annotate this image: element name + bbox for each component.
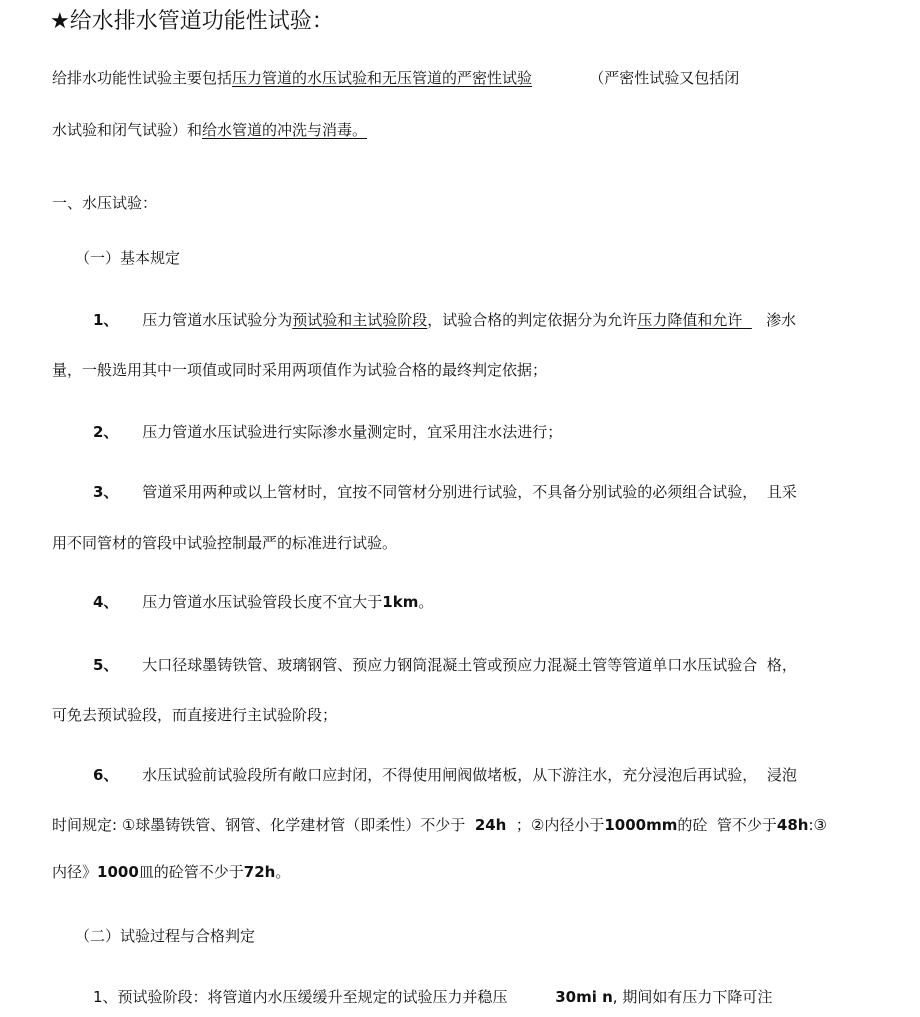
text-line (52, 193, 157, 213)
text-segment: 用不同管材的管段中试验控制最严的标准进行试验。 (52, 534, 398, 552)
text-segment: 压力管道水压试验分为 (118, 311, 293, 329)
text-segment: 。 (418, 593, 434, 611)
text-segment: :③ (808, 816, 827, 834)
text-line (52, 360, 547, 380)
text-segment: 皿的砼管不少于 (138, 863, 244, 881)
text-line (93, 310, 796, 330)
text-line (52, 68, 739, 88)
underlined-text: 给水管道的冲洗与消毒。 (202, 121, 368, 139)
text-segment: 。 (275, 863, 291, 881)
text-segment: 1、 (93, 311, 119, 329)
text-segment: 72h (243, 863, 276, 881)
text-segment: 4、 (93, 593, 119, 611)
text-segment: 1000mm (604, 816, 678, 834)
text-segment: 1、预试验阶段：将管道内水压缓缓升至规定的试验压力并稳压 (93, 988, 556, 1006)
text-segment: （一）基本规定 (75, 249, 181, 267)
text-segment: , 期间如有压力下降可注 (612, 988, 773, 1006)
text-segment: 管道采用两种或以上管材时，宜按不同管材分别进行试验，不具备分别试验的必须组合试验， 且采 (118, 483, 797, 501)
text-segment: 内径》 (52, 863, 98, 881)
text-segment: 水试验和闭气试验）和 (52, 121, 203, 139)
text-line (93, 592, 433, 612)
text-segment: 1000 (97, 863, 139, 881)
document-title: ★给水排水管道功能性试验： (50, 9, 334, 34)
text-line (93, 655, 797, 675)
text-segment: （二）试验过程与合格判定 (75, 927, 256, 945)
text-segment: 大口径球墨铸铁管、玻璃钢管、预应力钢筒混凝土管或预应力混凝土管等管道单口水压试验合 格， (118, 656, 797, 674)
text-segment: 24h (474, 816, 507, 834)
text-segment: 水压试验前试验段所有敞口应封闭，不得使用闸阀做堵板，从下游注水，充分浸泡后再试验， 浸泡 (118, 766, 797, 784)
text-segment: ；②内径小于 (506, 816, 605, 834)
text-segment: 给排水功能性试验主要包括 (52, 69, 233, 87)
text-segment: 2、 (93, 423, 119, 441)
text-segment: 48h (776, 816, 809, 834)
text-segment: 1km (382, 593, 419, 611)
underlined-text: 压力降值和允许 (637, 311, 752, 329)
text-segment: 一、水压试验： (52, 194, 158, 212)
text-segment: 压力管道水压试验管段长度不宜大于 (118, 593, 383, 611)
text-segment: 可免去预试验段，而直接进行主试验阶段； (52, 706, 338, 724)
text-line (93, 987, 772, 1007)
text-segment: 渗水 (751, 311, 797, 329)
text-segment: 6、 (93, 766, 119, 784)
text-segment: 5、 (93, 656, 119, 674)
text-segment: 3、 (93, 483, 119, 501)
text-segment: 的砼 管不少于 (677, 816, 777, 834)
text-line (52, 815, 827, 835)
text-line (93, 482, 797, 502)
text-line (52, 533, 397, 553)
text-segment: 量，一般选用其中一项值或同时采用两项值作为试验合格的最终判定依据； (52, 361, 548, 379)
text-segment: ，试验合格的判定依据分为允许 (427, 311, 638, 329)
text-line (52, 862, 290, 882)
text-line (75, 926, 255, 946)
text-segment: 压力管道水压试验进行实际渗水量测定时，宜采用注水法进行； (118, 423, 563, 441)
text-line (93, 765, 797, 785)
text-line (52, 705, 337, 725)
text-line (75, 248, 180, 268)
underlined-text: 预试验和主试验阶段 (292, 311, 428, 329)
text-segment: 时间规定: ①球墨铸铁管、钢管、化学建材管（即柔性）不少于 (52, 816, 475, 834)
text-segment: （严密性试验又包括闭 (532, 69, 740, 87)
underlined-text: 压力管道的水压试验和无压管道的严密性试验 (232, 69, 533, 87)
text-line (93, 422, 562, 442)
text-segment: 30mi n (555, 988, 613, 1006)
text-line (52, 120, 367, 140)
